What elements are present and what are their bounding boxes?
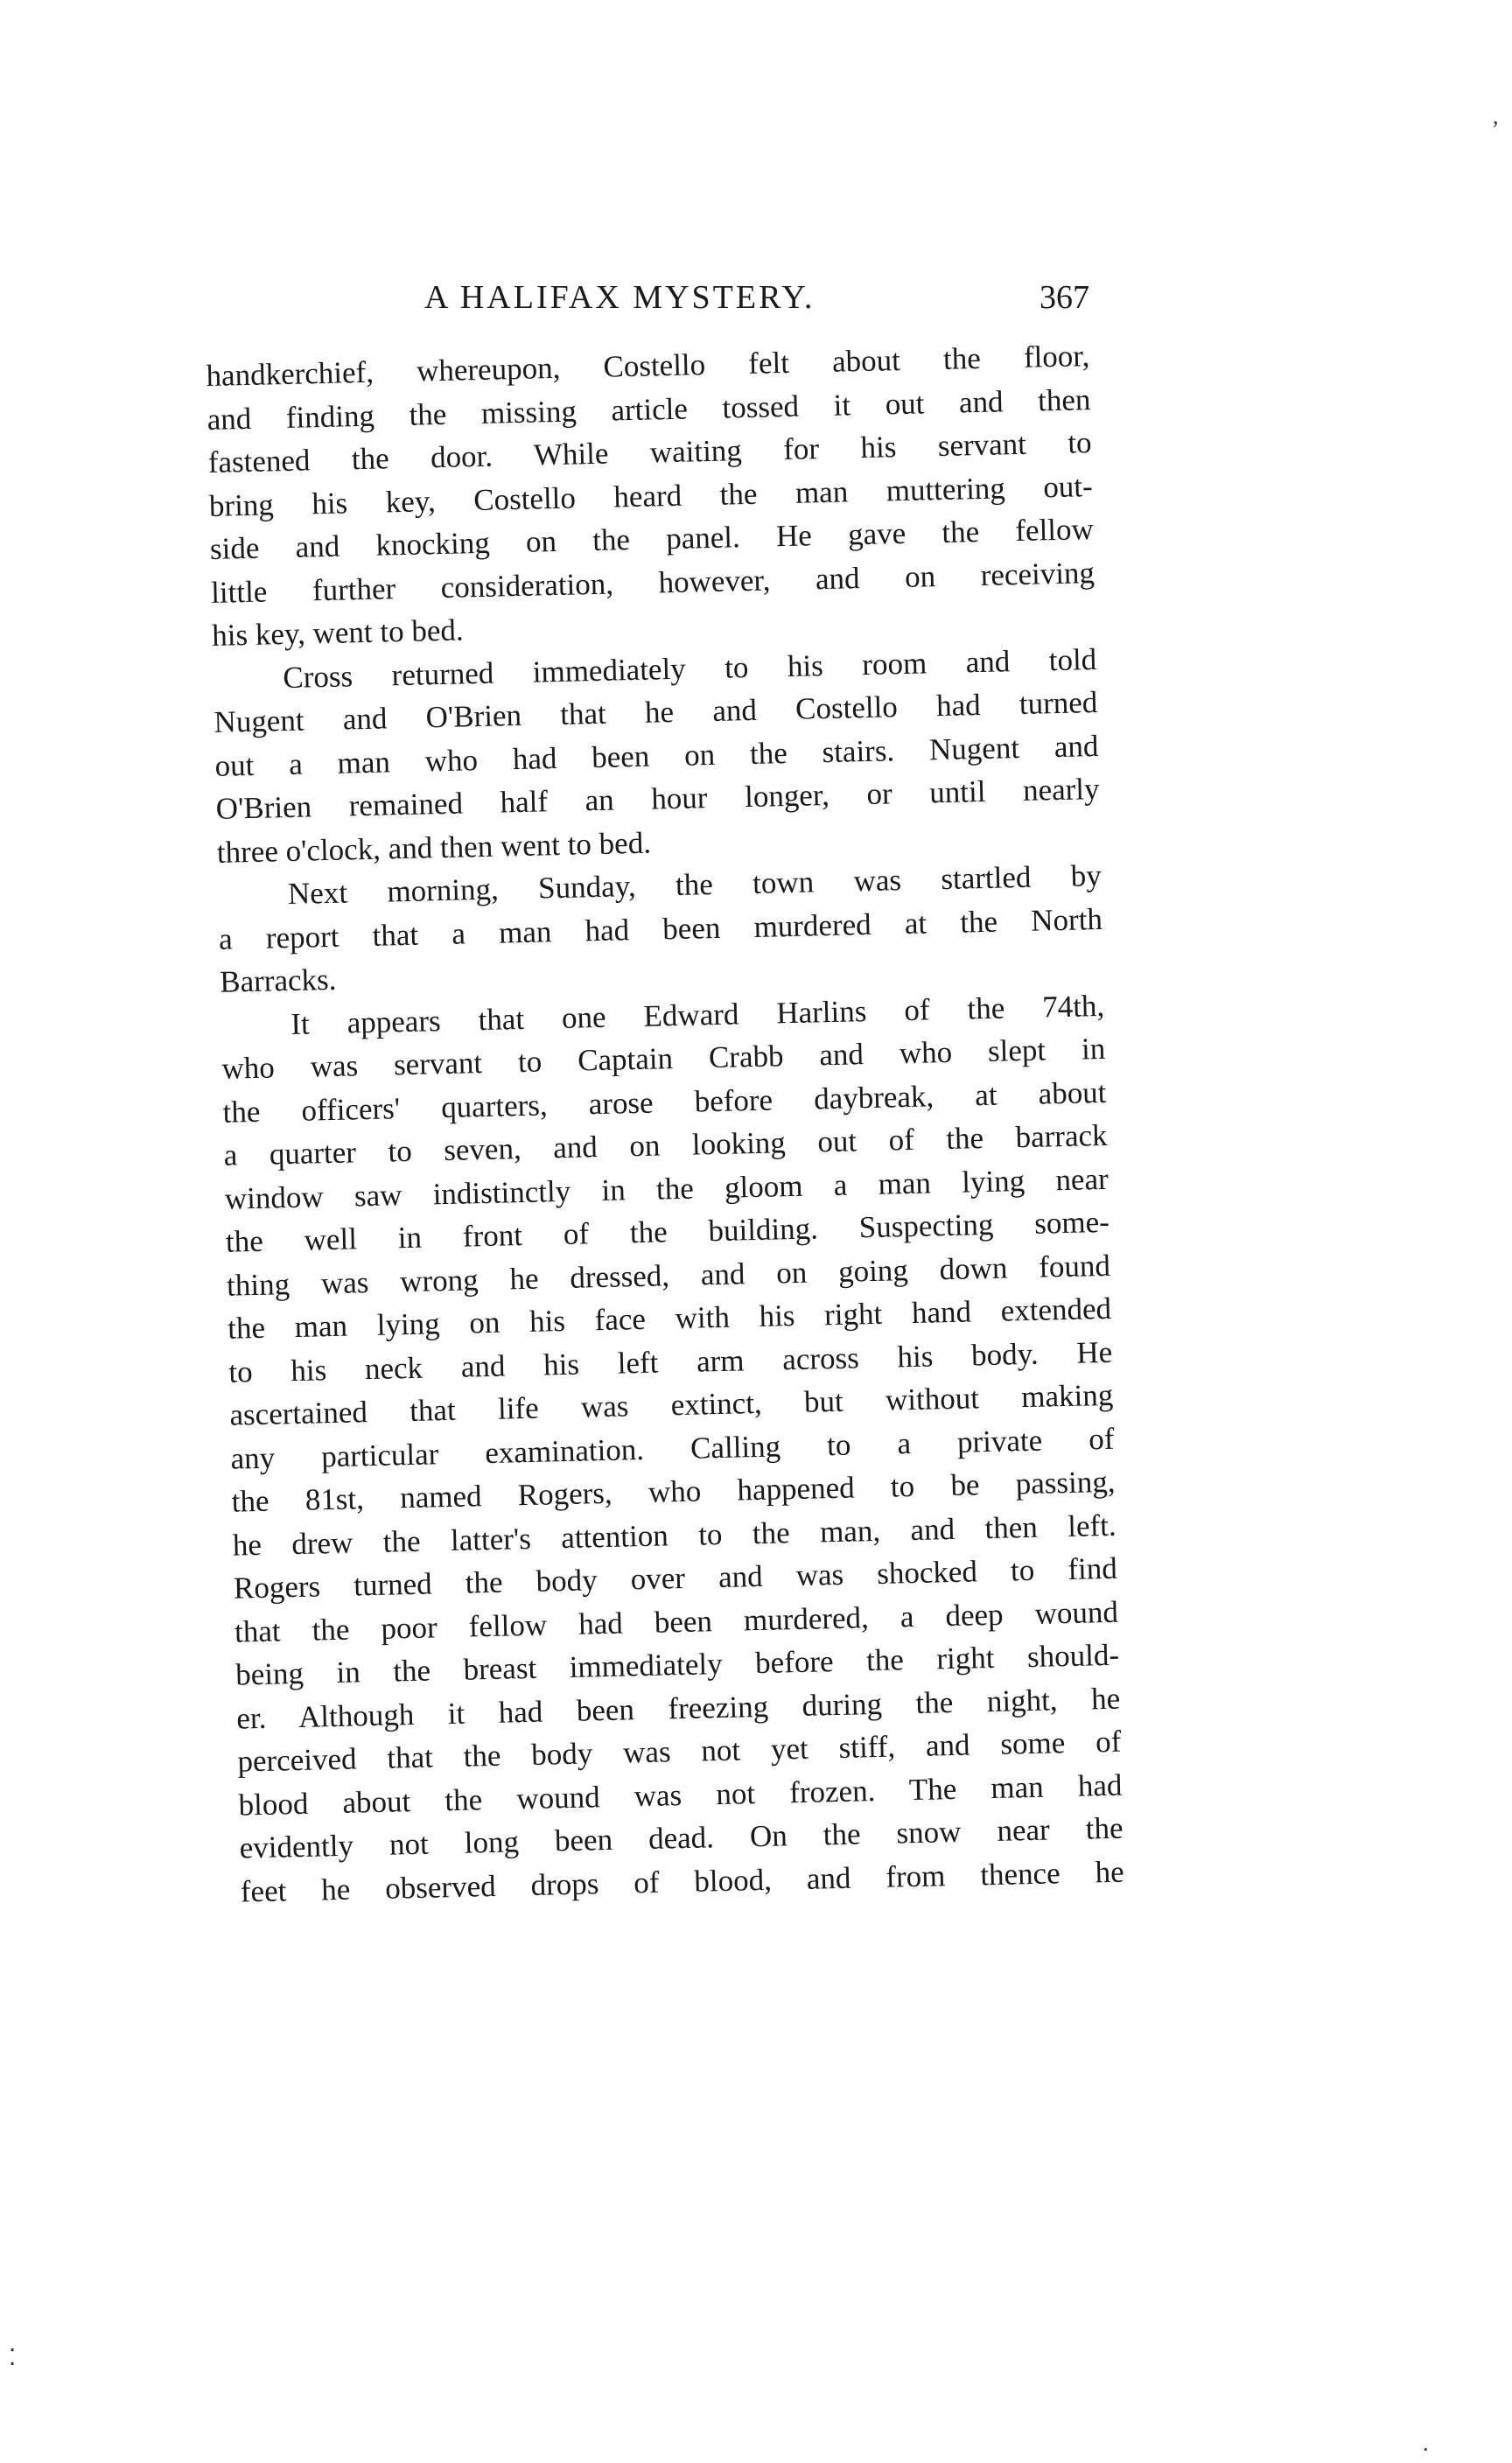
text-line: fastened the door. While waiting for his servant to xyxy=(207,425,1092,479)
text-line: side and knocking on the panel. He gave the fellow xyxy=(209,512,1095,566)
text-line: feet he observed drops of blood, and from thence he xyxy=(240,1854,1125,1909)
running-head xyxy=(206,278,1089,331)
margin-speck: ⁚ xyxy=(9,2345,17,2370)
text-line: bring his key, Costello heard the man muttering out- xyxy=(208,468,1094,523)
text-line: being in the breast immediately before the right should- xyxy=(234,1637,1120,1692)
text-line: out a man who had been on the stairs. Nugent and xyxy=(214,728,1099,783)
text-line: the officers' quarters, arose before daybreak, at about xyxy=(222,1074,1107,1130)
text-line: blood about the wound was not frozen. The man had xyxy=(238,1767,1123,1823)
text-line: handkerchief, whereupon, Costello felt about the floor, xyxy=(206,339,1090,393)
text-line: his key, went to bed. xyxy=(211,612,465,653)
text-line: perceived that the body was not yet stiff, and some of xyxy=(237,1724,1122,1779)
text-line: who was servant to Captain Crabb and who slept in xyxy=(221,1031,1106,1086)
text-line: little further consideration, however, and on receiving xyxy=(210,555,1096,610)
text-line: Next morning, Sunday, the town was startled by xyxy=(287,857,1102,912)
text-line: It appears that one Edward Harlins of the 74th, xyxy=(290,988,1105,1041)
text-line: the well in front of the building. Suspecting some- xyxy=(225,1204,1110,1259)
text-line: ascertained that life was extinct, but without making xyxy=(229,1377,1114,1432)
text-line: Nugent and O'Brien that he and Costello had turned xyxy=(214,684,1098,739)
text-line: thing was wrong he dressed, and on going down found xyxy=(226,1248,1111,1303)
text-line: er. Although it had been freezing during the night, he xyxy=(235,1681,1121,1736)
text-line: the man lying on his face with his right hand extended xyxy=(227,1291,1112,1346)
text-line: window saw indistinctly in the gloom a man lying near xyxy=(224,1161,1110,1216)
text-line: Cross returned immediately to his room and told xyxy=(282,641,1097,695)
text-line: the 81st, named Rogers, who happened to be passing, xyxy=(231,1464,1116,1519)
text-line: any particular examination. Calling to a private of xyxy=(230,1421,1115,1476)
text-line: and finding the missing article tossed it out and then xyxy=(206,381,1091,437)
text-line: a quarter to seven, and on looking out of the barrack xyxy=(223,1117,1108,1172)
text-line: Barracks. xyxy=(219,962,337,999)
text-line: O'Brien remained half an hour longer, or until nearly xyxy=(215,771,1100,826)
text-line: to his neck and his left arm across his body. He xyxy=(228,1334,1113,1389)
running-title: A HALIFAX MYSTERY. xyxy=(424,279,816,316)
margin-speck: · xyxy=(1422,2437,1430,2462)
text-line: Rogers turned the body over and was shocked to find xyxy=(233,1550,1118,1606)
body-text xyxy=(206,334,1124,1913)
text-line: evidently not long been dead. On the snow near the xyxy=(239,1810,1124,1865)
text-line: a report that a man had been murdered at the North xyxy=(218,901,1103,956)
margin-speck: , xyxy=(1493,103,1499,129)
text-line: that the poor fellow had been murdered, a deep wound xyxy=(234,1594,1119,1649)
text-line: he drew the latter's attention to the man, and then left. xyxy=(232,1508,1117,1563)
text-line: three o'clock, and then went to bed. xyxy=(216,825,652,870)
page-number: 367 xyxy=(1040,279,1089,316)
